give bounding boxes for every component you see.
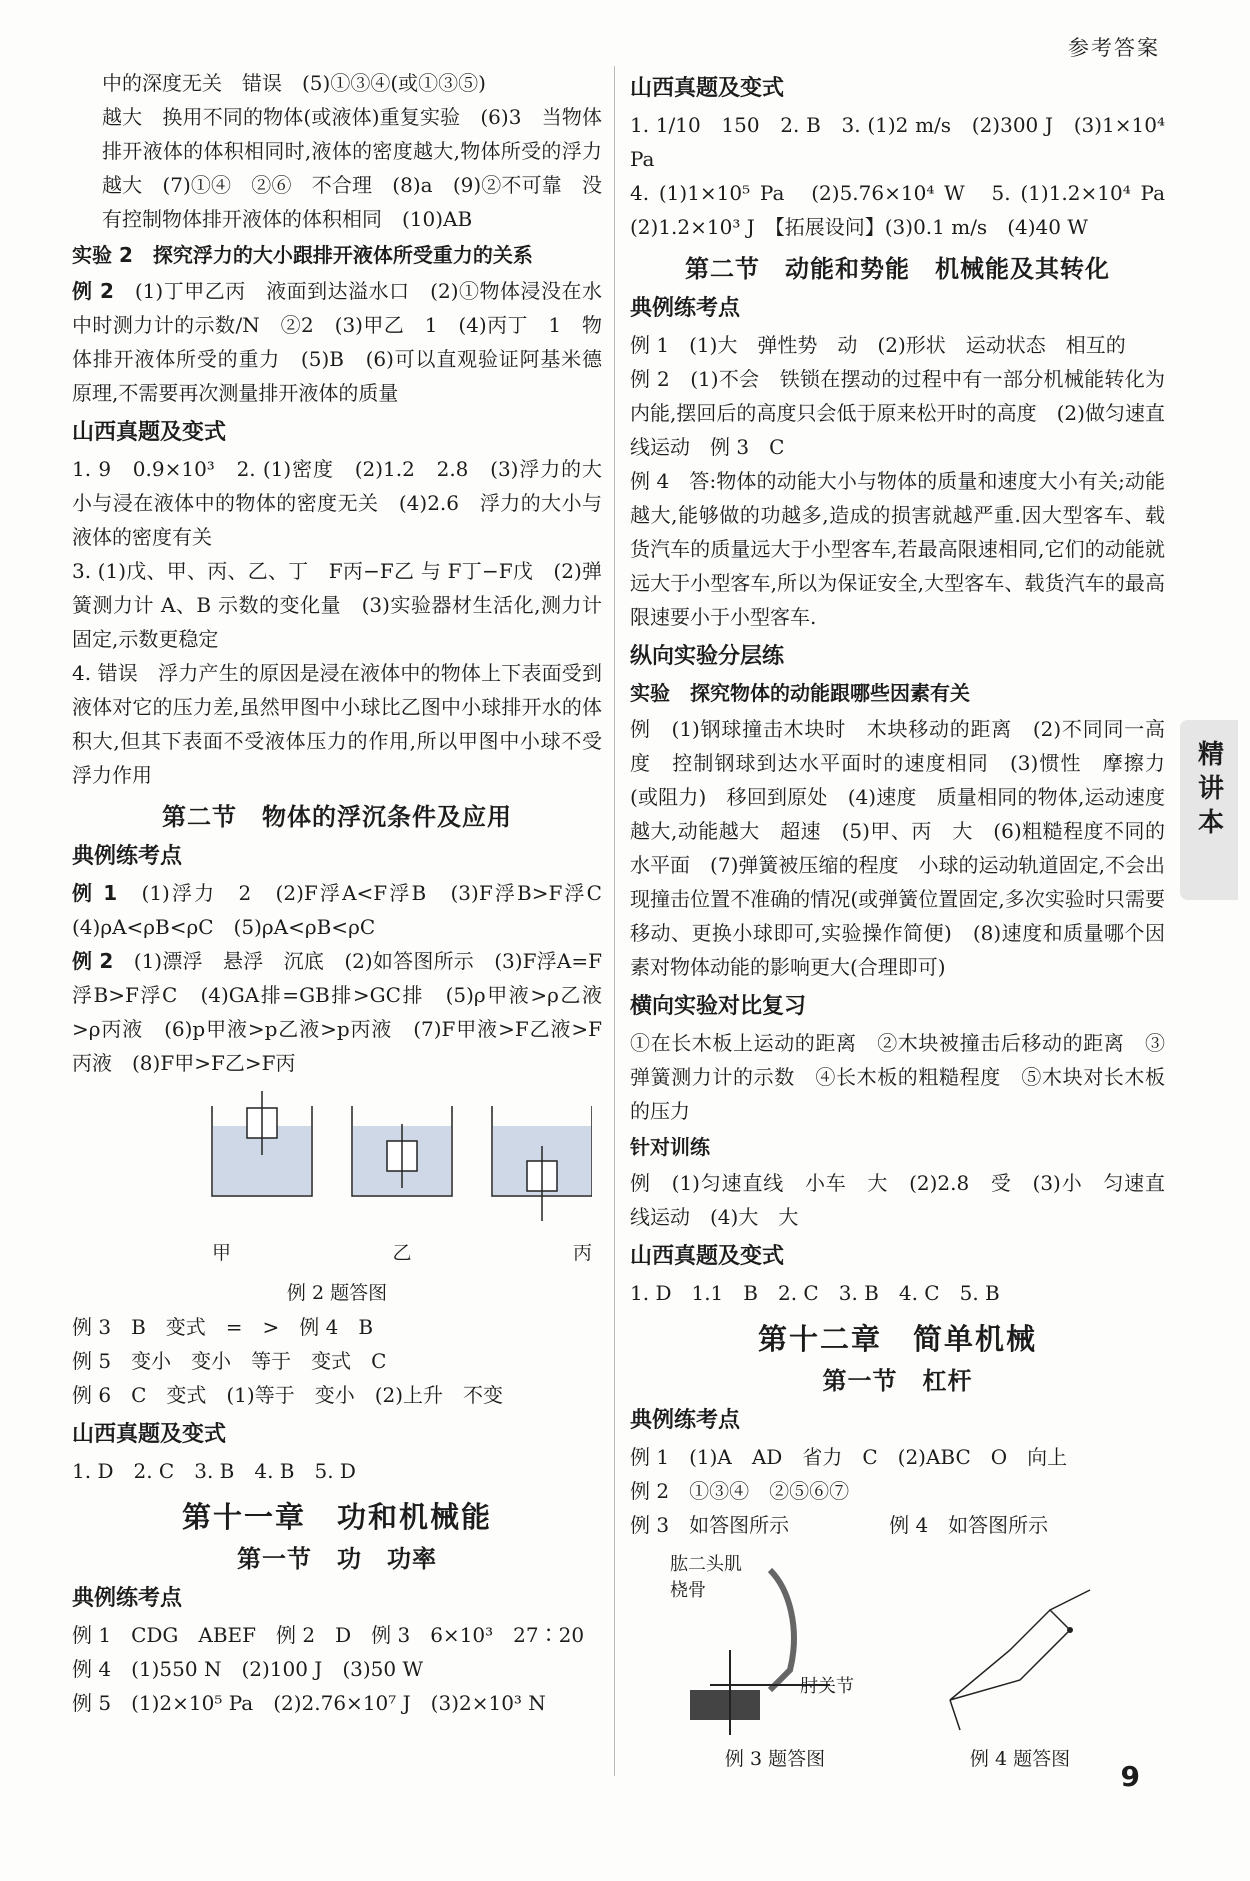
page-number: 9 bbox=[1120, 1760, 1140, 1793]
answer-item: 1. 1/10 150 2. B 3. (1)2 m/s (2)300 J (3)1×10⁴ Pa bbox=[630, 113, 1165, 171]
lever-diagram bbox=[930, 1550, 1110, 1740]
fig-label-jia: 甲 bbox=[212, 1242, 232, 1264]
answer-item: 3. (1)戊、甲、丙、乙、丁 F丙−F乙 与 F丁−F戊 (2)弹簧测力计 A、B 示数的变化量 (3)实验器材生活化,测力计固定,示数更稳定 bbox=[72, 559, 602, 651]
chapter-title: 第十一章 功和机械能 bbox=[181, 1500, 492, 1534]
chapter-title: 第十二章 简单机械 bbox=[757, 1322, 1037, 1356]
answer-line: 例 5 变小 变小 等于 变式 C bbox=[72, 1349, 387, 1373]
answer-line: 例 1 (1)A AD 省力 C (2)ABC O 向上 bbox=[630, 1445, 1068, 1469]
label-biceps: 肱二头肌 bbox=[670, 1554, 742, 1575]
figure-caption: 例 3 题答图 bbox=[724, 1748, 826, 1770]
answer-item: 例 1 (1)大 弹性势 动 (2)形状 运动状态 相互的 bbox=[630, 333, 1126, 357]
subsection-heading: 横向实验对比复习 bbox=[630, 994, 807, 1019]
training-answer: 例 (1)匀速直线 小车 大 (2)2.8 受 (3)小 匀速直线运动 (4)大 大 bbox=[630, 1171, 1165, 1229]
section-heading: 山西真题及变式 bbox=[630, 76, 785, 101]
section-heading: 山西真题及变式 bbox=[630, 1244, 785, 1269]
subsection-heading: 典例练考点 bbox=[72, 844, 183, 869]
section-heading: 山西真题及变式 bbox=[72, 420, 227, 445]
left-column bbox=[72, 66, 622, 1720]
subsection-heading: 纵向实验分层练 bbox=[630, 644, 785, 669]
subsection-heading: 典例练考点 bbox=[630, 296, 741, 321]
answer-line: 例 6 C 变式 (1)等于 变小 (2)上升 不变 bbox=[72, 1383, 504, 1407]
example-2b: 例 2 (1)漂浮 悬浮 沉底 (2)如答图所示 (3)F浮A=F浮B>F浮C (4)GA排=GB排>GC排 (5)ρ甲液>ρ乙液>ρ丙液 (6)p甲液>p乙液>p丙液 (7)F甲液>F乙液>F丙液 (8)F甲>F乙>F丙 bbox=[72, 949, 602, 1075]
answer-line: 例 2 ①③④ ②⑤⑥⑦ bbox=[630, 1479, 850, 1503]
example-2: 例 2 (1)丁甲乙丙 液面到达溢水口 (2)①物体浸没在水中时测力计的示数/N ②2 (3)甲乙 1 (4)丙丁 1 物体排开液体所受的重力 (5)B (6)可以直观验证阿基米德原理,不需要再次测量排开液体的质量 bbox=[72, 279, 602, 405]
answer-line: 例 1 CDG ABEF 例 2 D 例 3 6×10³ 27∶20 bbox=[72, 1623, 585, 1647]
column-divider bbox=[614, 66, 615, 1776]
experiment-title: 实验 探究物体的动能跟哪些因素有关 bbox=[630, 681, 970, 705]
header-title: 参考答案 bbox=[1068, 36, 1160, 60]
answer-item: 4. 错误 浮力产生的原因是浸在液体中的物体上下表面受到液体对它的压力差,虽然甲图中小球比乙图中小球排开水的体积大,但其下表面不受液体压力的作用,所以甲图中小球不受浮力作用 bbox=[72, 661, 602, 787]
right-column bbox=[630, 66, 1185, 1542]
side-tab-label: 精讲本 bbox=[1193, 740, 1224, 842]
section-title: 第二节 物体的浮沉条件及应用 bbox=[162, 803, 512, 831]
section-heading: 山西真题及变式 bbox=[72, 1422, 227, 1447]
buoyancy-figure bbox=[72, 1086, 602, 1264]
text-line: 越大 换用不同的物体(或液体)重复实验 (6)3 当物体排开液体的体积相同时,液体的密度越大,物体所受的浮力越大 (7)①④ ②⑥ 不合理 (8)a (9)②不可靠 没有控制物体排开液体的体积相同 (10)AB bbox=[102, 105, 602, 231]
answer-line: 1. D 1.1 B 2. C 3. B 4. C 5. B bbox=[630, 1281, 1000, 1305]
answer-line: 例 3 如答图所示 例 4 如答图所示 bbox=[630, 1513, 1049, 1537]
answer-line: 例 3 B 变式 = > 例 4 B bbox=[72, 1315, 374, 1339]
figure-caption: 例 2 题答图 bbox=[286, 1282, 388, 1304]
subsection-heading: 典例练考点 bbox=[72, 1586, 183, 1611]
example-1: 例 1 (1)浮力 2 (2)F浮A<F浮B (3)F浮B>F浮C (4)ρA<ρB<ρC (5)ρA<ρB<ρC bbox=[72, 881, 622, 939]
section-title: 第一节 杠杆 bbox=[822, 1367, 973, 1395]
side-tab bbox=[1180, 720, 1238, 900]
comparison-text: ①在长木板上运动的距离 ②木块被撞击后移动的距离 ③弹簧测力计的示数 ④长木板的粗糙程度 ⑤木块对长木板的压力 bbox=[630, 1031, 1165, 1123]
label-radius: 桡骨 bbox=[670, 1580, 706, 1601]
subsection-heading: 典例练考点 bbox=[630, 1408, 741, 1433]
answer-line: 例 5 (1)2×10⁵ Pa (2)2.76×10⁷ J (3)2×10³ N bbox=[72, 1691, 546, 1715]
arm-lever-figure bbox=[650, 1550, 900, 1771]
answer-item: 4. (1)1×10⁵ Pa (2)5.76×10⁴ W 5. (1)1.2×10⁴ Pa (2)1.2×10³ J 【拓展设问】(3)0.1 m/s (4)40 W bbox=[630, 181, 1185, 239]
answer-item: 1. 9 0.9×10³ 2. (1)密度 (2)1.2 2.8 (3)浮力的大小与浸在液体中的物体的密度无关 (4)2.6 浮力的大小与液体的密度有关 bbox=[72, 457, 602, 549]
section-title: 第一节 功 功率 bbox=[237, 1545, 437, 1573]
beakers-diagram bbox=[72, 1086, 592, 1236]
fig-label-yi: 乙 bbox=[392, 1242, 412, 1264]
answer-item: 例 4 答:物体的动能大小与物体的质量和速度大小有关;动能越大,能够做的功越多,造成的损害就越严重.因大型客车、载货汽车的质量远大于小型客车,若最高限速相同,它们的动能就远大于小型客车,所以为保证安全,大型客车、载货汽车的最高限速要小于小型客车. bbox=[630, 469, 1165, 629]
lever-figure bbox=[930, 1550, 1110, 1771]
label-elbow: 肘关节 bbox=[800, 1676, 854, 1697]
figure-labels bbox=[212, 1236, 592, 1270]
text-line: 中的深度无关 错误 (5)①③④(或①③⑤) bbox=[102, 71, 486, 95]
subsection-heading: 针对训练 bbox=[630, 1135, 710, 1159]
answer-item: 例 2 (1)不会 铁锁在摆动的过程中有一部分机械能转化为内能,摆回后的高度只会低于原来松开时的高度 (2)做匀速直线运动 例 3 C bbox=[630, 367, 1165, 459]
answer-line: 例 4 (1)550 N (2)100 J (3)50 W bbox=[72, 1657, 424, 1681]
experiment-answer: 例 (1)钢球撞击木块时 木块移动的距离 (2)不同同一高度 控制钢球到达水平面时的速度相同 (3)惯性 摩擦力(或阻力) 移回到原处 (4)速度 质量相同的物体,运动速度越大,动能越大 超速 (5)甲、丙 大 (6)粗糙程度不同的水平面 (7)弹簧被压缩的程度 小球的运动轨道固定,不会出现撞击位置不准确的情况(或弹簧位置固定,多次实验时只需要移动、更换小球即可,实验操作简便) (8)速度和质量哪个因素对物体动能的影响更大(合理即可) bbox=[630, 717, 1165, 979]
fig-label-bing: 丙 bbox=[572, 1242, 592, 1264]
section-title: 第二节 动能和势能 机械能及其转化 bbox=[685, 255, 1110, 283]
experiment-title: 实验 2 探究浮力的大小跟排开液体所受重力的关系 bbox=[72, 243, 533, 267]
answer-line: 1. D 2. C 3. B 4. B 5. D bbox=[72, 1459, 356, 1483]
figure-caption: 例 4 题答图 bbox=[969, 1748, 1071, 1770]
